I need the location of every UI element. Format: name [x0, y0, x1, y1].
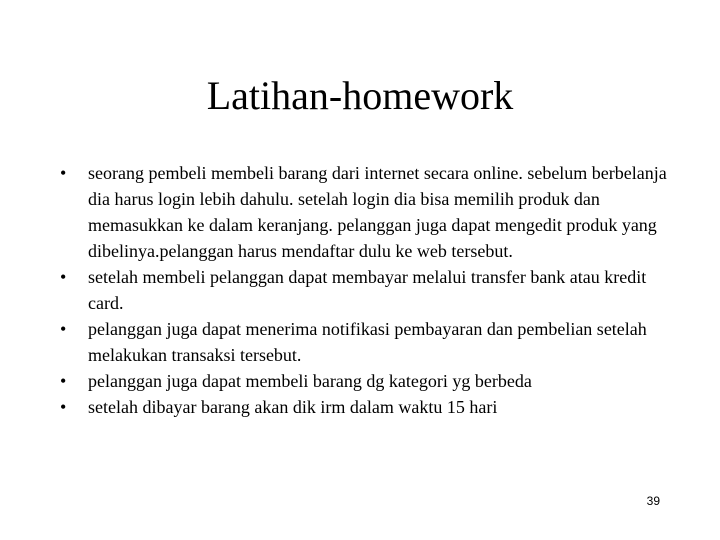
page-number: 39 [646, 494, 660, 508]
bullet-marker: • [60, 371, 67, 391]
bullet-item [60, 394, 668, 420]
bullet-item [60, 160, 668, 264]
bullet-item [60, 316, 668, 368]
bullet-marker: • [60, 267, 67, 287]
bullet-text: pelanggan juga dapat membeli barang dg kategori yg berbeda [88, 371, 532, 391]
bullet-list [60, 160, 668, 420]
bullet-text: seorang pembeli membeli barang dari internet secara online. sebelum berbelanja dia harus login lebih dahulu. setelah login dia bisa memilih produk dan memasukkan ke dalam keranjang. pelanggan juga dapat mengedit produk yang dibelinya.pelanggan harus mendaftar dulu ke web tersebut. [88, 163, 667, 261]
bullet-marker: • [60, 319, 67, 339]
bullet-marker: • [60, 397, 67, 417]
bullet-text: setelah membeli pelanggan dapat membayar melalui transfer bank atau kredit card. [88, 267, 647, 313]
bullet-item [60, 264, 668, 316]
bullet-item [60, 368, 668, 394]
bullet-marker: • [60, 163, 67, 183]
bullet-text: setelah dibayar barang akan dik irm dalam waktu 15 hari [88, 397, 498, 417]
bullet-text: pelanggan juga dapat menerima notifikasi pembayaran dan pembelian setelah melakukan transaksi tersebut. [88, 319, 647, 365]
slide-title: Latihan-homework [206, 73, 514, 118]
